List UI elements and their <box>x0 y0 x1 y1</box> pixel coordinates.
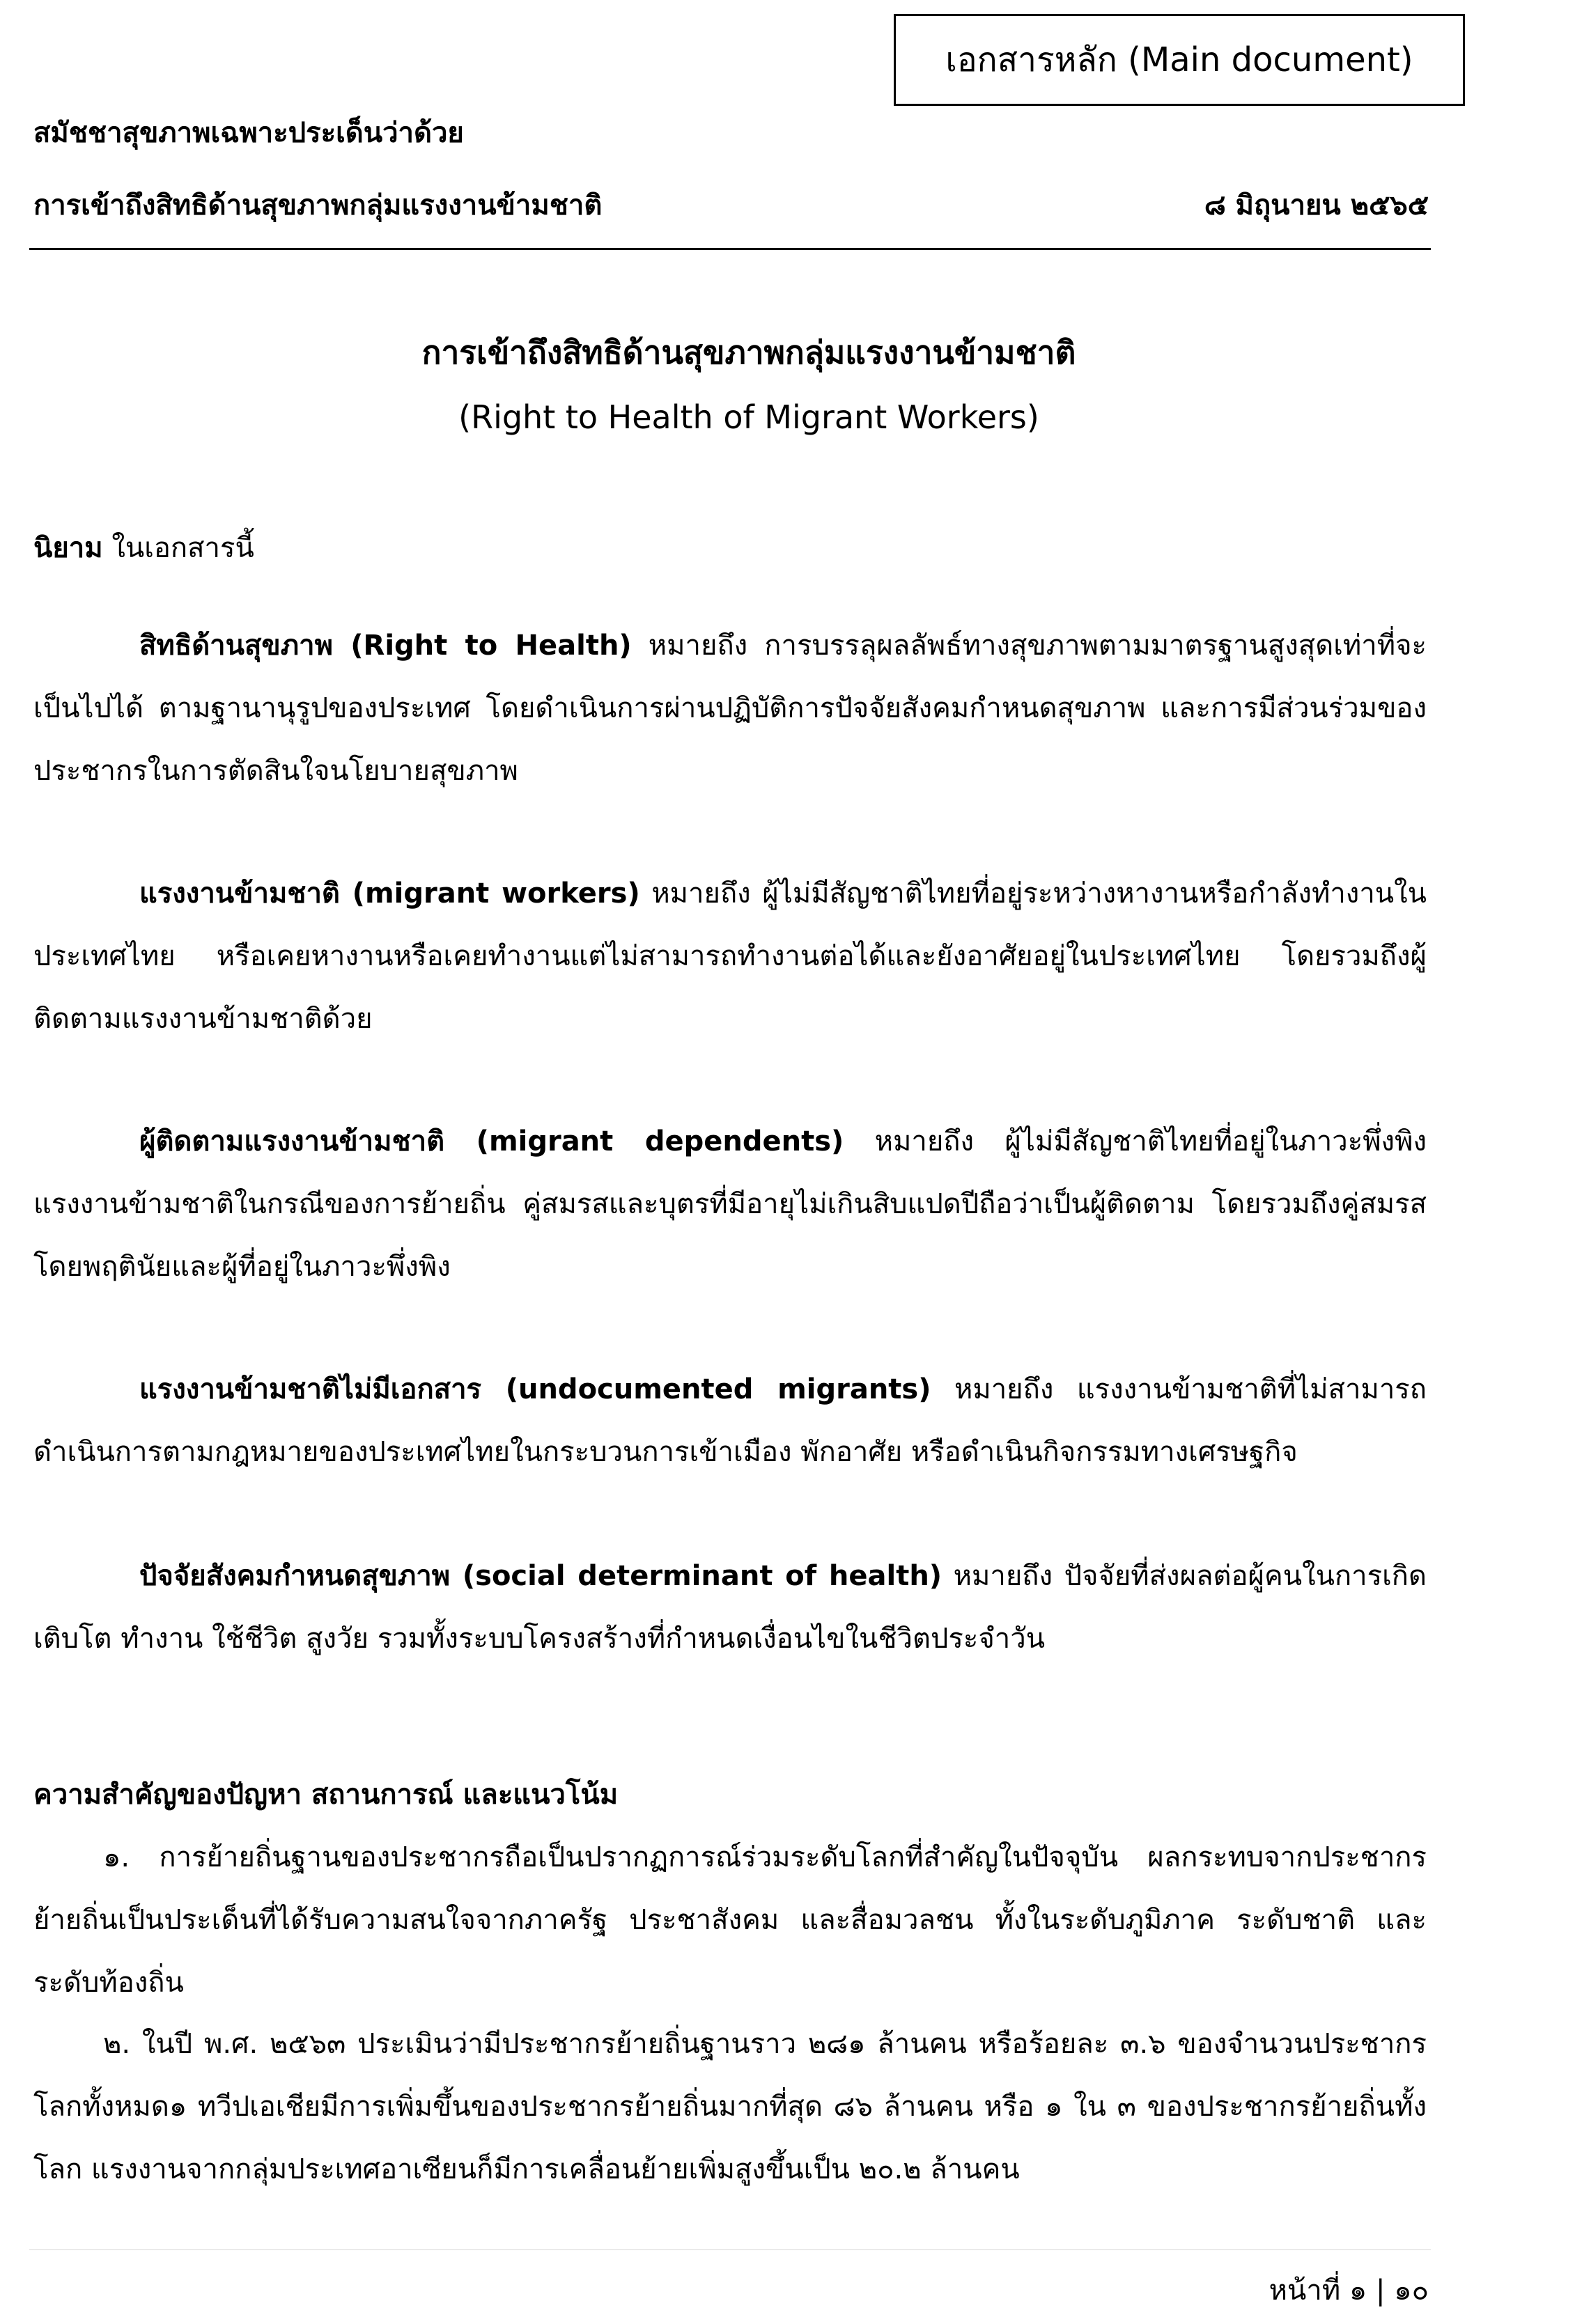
definition-term: แรงงานข้ามชาติ (migrant workers) <box>139 878 640 910</box>
paragraph-text: ๑. การย้ายถิ่นฐานของประชากรถือเป็นปรากฏการณ์ร่วมระดับโลกที่สำคัญในปัจจุบัน ผลกระทบจากประชากรย้ายถิ่นเป็นประเด็นที่ได้รับความสนใจจากภาครัฐ ประชาสังคม และสื่อมวลชน ทั้งในระดับภูมิภาค ระดับชาติ และระดับท้องถิ่น <box>33 1841 1427 1999</box>
header-topic: การเข้าถึงสิทธิด้านสุขภาพกลุ่มแรงงานข้ามชาติ <box>33 189 603 221</box>
section-paragraph <box>33 1826 1427 2014</box>
definition-item <box>33 614 1427 802</box>
definition-item <box>33 862 1427 1050</box>
definition-term: ผู้ติดตามแรงงานข้ามชาติ (migrant dependents) <box>139 1125 844 1157</box>
document-title-english: (Right to Health of Migrant Workers) <box>458 398 1039 436</box>
footer-divider <box>29 2249 1431 2250</box>
definition-item <box>33 1358 1427 1483</box>
header-assembly-title: สมัชชาสุขภาพเฉพาะประเด็นว่าด้วย <box>33 117 464 149</box>
definition-text: หมายถึง ปัจจัยที่ส่งผลต่อผู้คนในการเกิด เติบโต ทำงาน ใช้ชีวิต สูงวัย รวมทั้งระบบโครงสร้างที่กำหนดเงื่อนไขในชีวิตประจำวัน <box>33 1560 1427 1655</box>
document-type-badge: เอกสารหลัก (Main document) <box>894 14 1465 106</box>
section-heading: ความสำคัญของปัญหา สถานการณ์ และแนวโน้ม <box>33 1779 619 1811</box>
header-date: ๘ มิถุนายน ๒๕๖๕ <box>1204 189 1429 221</box>
header-divider <box>29 248 1431 250</box>
definition-text: หมายถึง การบรรลุผลลัพธ์ทางสุขภาพตามมาตรฐานสูงสุดเท่าที่จะเป็นไปได้ ตามฐานานุรูปของประเทศ โดยดำเนินการผ่านปฏิบัติการปัจจัยสังคมกำหนดสุขภาพ และการมีส่วนร่วมของประชากรในการตัดสินใจนโยบายสุขภาพ <box>33 630 1427 787</box>
definition-text: หมายถึง แรงงานข้ามชาติที่ไม่สามารถดำเนินการตามกฎหมายของประเทศไทยในกระบวนการเข้าเมือง พักอาศัย หรือดำเนินกิจกรรมทางเศรษฐกิจ <box>33 1373 1427 1468</box>
definition-term: ปัจจัยสังคมกำหนดสุขภาพ (social determinant of health) <box>139 1560 942 1592</box>
document-title: การเข้าถึงสิทธิด้านสุขภาพกลุ่มแรงงานข้ามชาติ <box>421 334 1076 371</box>
page-number: หน้าที่ ๑ | ๑๐ <box>1268 2275 1429 2307</box>
section-paragraph <box>33 2013 1427 2201</box>
definitions-heading-rest: ในเอกสารนี้ <box>102 532 254 564</box>
paragraph-text: ๒. ในปี พ.ศ. ๒๕๖๓ ประเมินว่ามีประชากรย้ายถิ่นฐานราว ๒๘๑ ล้านคน หรือร้อยละ ๓.๖ ของจำนวนประชากรโลกทั้งหมด๑ ทวีปเอเชียมีการเพิ่มขึ้นของประชากรย้ายถิ่นมากที่สุด ๘๖ ล้านคน หรือ ๑ ใน ๓ ของประชากรย้ายถิ่นทั้งโลก แรงงานจากกลุ่มประเทศอาเซียนก็มีการเคลื่อนย้ายเพิ่มสูงขึ้นเป็น ๒๐.๒ ล้านคน <box>33 2028 1427 2185</box>
definitions-heading-label: นิยาม <box>33 532 103 564</box>
definition-term: สิทธิด้านสุขภาพ (Right to Health) <box>139 630 632 662</box>
definition-text: หมายถึง ผู้ไม่มีสัญชาติไทยที่อยู่ระหว่างหางานหรือกำลังทำงานในประเทศไทย หรือเคยหางานหรือเคยทำงานแต่ไม่สามารถทำงานต่อได้และยังอาศัยอยู่ในประเทศไทย โดยรวมถึงผู้ติดตามแรงงานข้ามชาติด้วย <box>33 878 1427 1035</box>
definition-text: หมายถึง ผู้ไม่มีสัญชาติไทยที่อยู่ในภาวะพึ่งพิงแรงงานข้ามชาติในกรณีของการย้ายถิ่น คู่สมรสและบุตรที่มีอายุไม่เกินสิบแปดปีถือว่าเป็นผู้ติดตาม โดยรวมถึงคู่สมรสโดยพฤตินัยและผู้ที่อยู่ในภาวะพึ่งพิง <box>33 1125 1427 1283</box>
definitions-heading <box>33 517 1427 579</box>
definition-term: แรงงานข้ามชาติไม่มีเอกสาร (undocumented migrants) <box>139 1373 931 1405</box>
definition-item <box>33 1110 1427 1298</box>
definition-item <box>33 1545 1427 1670</box>
